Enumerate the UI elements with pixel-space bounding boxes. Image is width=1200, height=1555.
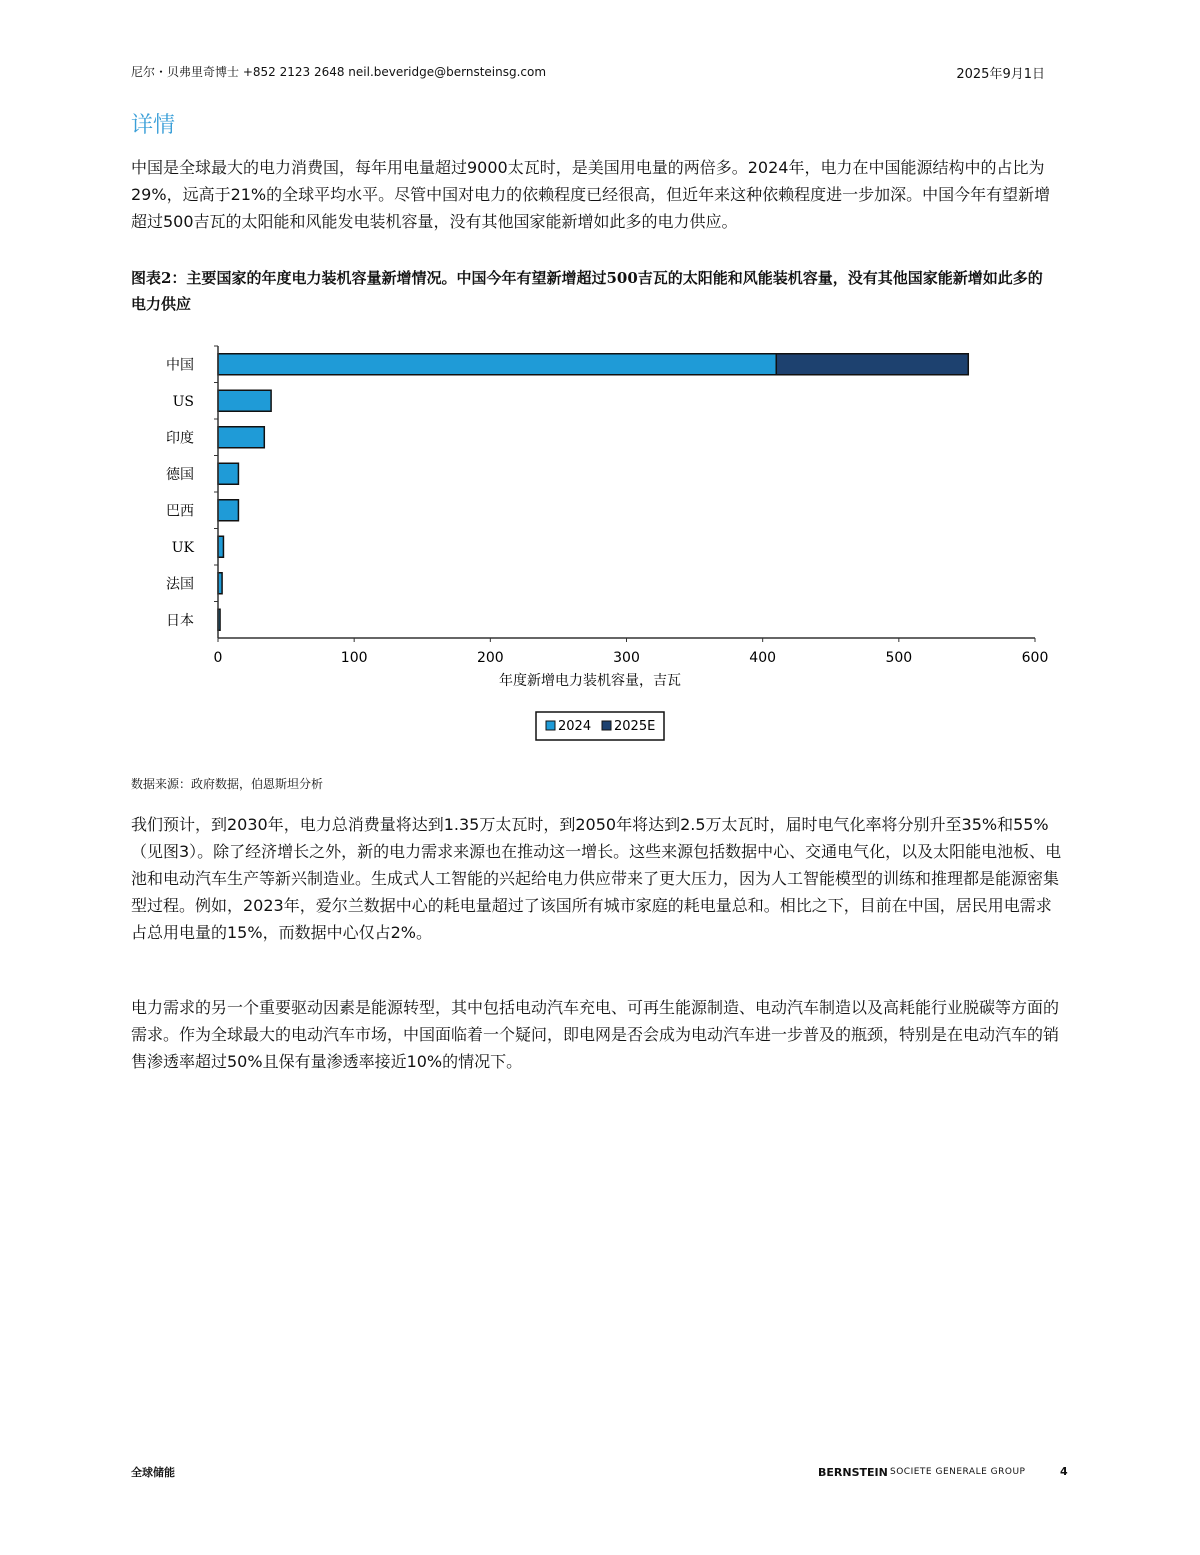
bar-2025E xyxy=(776,354,968,375)
x-tick-label: 200 xyxy=(476,650,504,666)
section-title: 详情 xyxy=(131,113,176,138)
category-label: 印度 xyxy=(166,430,194,447)
author-info: 尼尔・贝弗里奇博士 +852 2123 2648 neil.beveridge@bernsteinsg.com xyxy=(131,65,547,79)
x-tick-label: 0 xyxy=(213,650,223,666)
bar-2024 xyxy=(218,427,264,448)
bar-2024 xyxy=(218,536,223,557)
category-label: US xyxy=(172,393,194,410)
category-label: UK xyxy=(171,539,194,556)
brand-group: SOCIETE GENERALE GROUP xyxy=(890,1467,1026,1477)
legend-label: 2025E xyxy=(614,719,656,734)
x-tick-label: 400 xyxy=(749,650,777,666)
data-source: 数据来源：政府数据，伯恩斯坦分析 xyxy=(131,777,324,791)
x-tick-label: 500 xyxy=(885,650,913,666)
paragraph-2: 我们预计，到2030年，电力总消费量将达到1.35万太瓦时，到2050年将达到2.5万太瓦时，届时电气化率将分别升至35%和55%（见图3）。除了经济增长之外，新的电力需求来源也在推动这一增长。这些来源包括数据中心、交通电气化，以及太阳能电池板、电池和电动汽车生产等新兴制造业。生成式人工智能的兴起给电力供应带来了更大压力，因为人工智能模型的训练和推理都是能源密集型过程。例如，2023年，爱尔兰数据中心的耗电量超过了该国所有城市家庭的耗电量总和。相比之下，目前在中国，居民用电需求占总用电量的15%，而数据中心仅占2%。 xyxy=(131,815,1062,942)
x-tick-label: 600 xyxy=(1021,650,1049,666)
x-tick-label: 100 xyxy=(340,650,368,666)
x-tick-label: 300 xyxy=(613,650,640,666)
category-label: 日本 xyxy=(166,612,194,629)
category-label: 德国 xyxy=(166,466,194,483)
report-date: 2025年9月1日 xyxy=(956,67,1045,82)
page-number: 4 xyxy=(1060,1465,1068,1478)
brand-logo: BERNSTEIN xyxy=(818,1466,888,1479)
bar-2024 xyxy=(218,500,238,521)
category-label: 巴西 xyxy=(166,503,194,520)
legend-swatch-2025E xyxy=(602,721,611,730)
category-label: 中国 xyxy=(166,357,194,374)
bar-2024 xyxy=(218,354,776,375)
paragraph-1: 中国是全球最大的电力消费国，每年用电量超过9000太瓦时，是美国用电量的两倍多。2024年，电力在中国能源结构中的占比为29%，远高于21%的全球平均水平。尽管中国对电力的依赖程度已经很高，但近年来这种依赖程度进一步加深。中国今年有望新增超过500吉瓦的太阳能和风能发电装机容量，没有其他国家能新增如此多的电力供应。 xyxy=(131,158,1051,231)
bar-chart xyxy=(0,330,1200,750)
bar-2024 xyxy=(218,463,238,484)
footer-section: 全球储能 xyxy=(131,1466,175,1479)
paragraph-3: 电力需求的另一个重要驱动因素是能源转型，其中包括电动汽车充电、可再生能源制造、电动汽车制造以及高耗能行业脱碳等方面的需求。作为全球最大的电动汽车市场，中国面临着一个疑问，即电网是否会成为电动汽车进一步普及的瓶颈，特别是在电动汽车的销售渗透率超过50%且保有量渗透率接近10%的情况下。 xyxy=(131,998,1060,1071)
category-label: 法国 xyxy=(166,576,194,593)
legend-swatch-2024 xyxy=(546,721,555,730)
x-axis-label: 年度新增电力装机容量，吉瓦 xyxy=(499,673,681,689)
legend-label: 2024 xyxy=(558,719,592,734)
bar-2024 xyxy=(218,390,271,411)
figure-title: 图表2：主要国家的年度电力装机容量新增情况。中国今年有望新增超过500吉瓦的太阳能和风能装机容量，没有其他国家能新增如此多的电力供应 xyxy=(131,269,1043,313)
